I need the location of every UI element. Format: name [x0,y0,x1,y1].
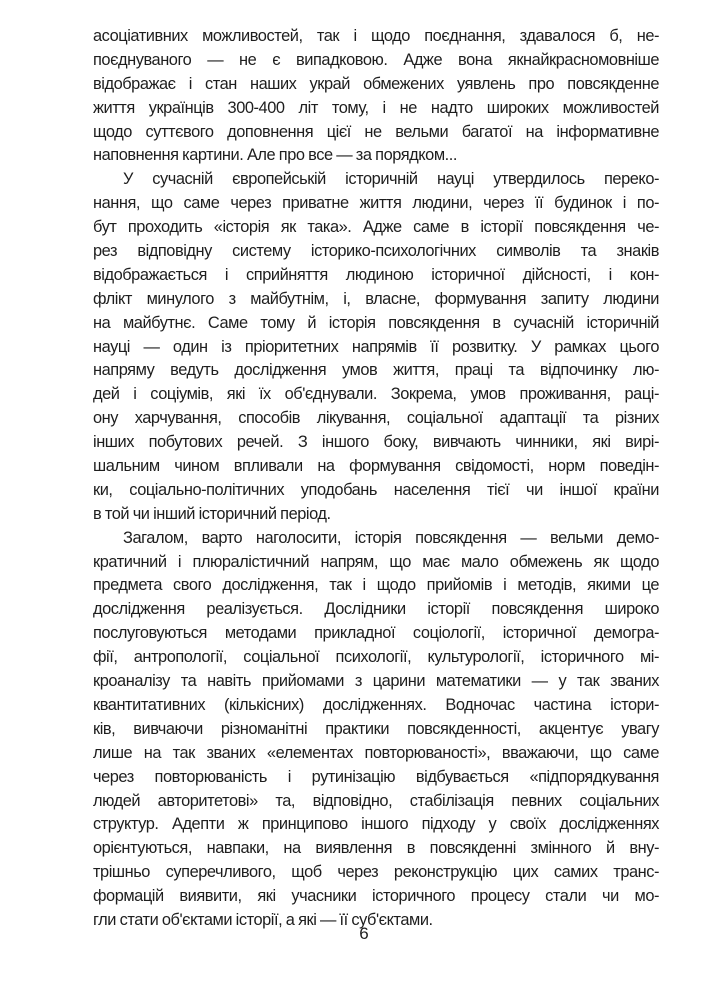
text-line: нання, що саме через приватне життя людини, через її будинок і по- [93,194,659,213]
text-line: лише на так званих «елементах повторюваності», вважаючи, що саме [93,743,659,762]
text-line: людей авторитетові» та, відповідно, стабілізація певних соціальних [93,791,659,810]
text-line: напряму ведуть дослідження умов життя, праці та відпочинку лю- [93,361,659,380]
text-line: квантитативних (кількісних) дослідженнях. Водночас частина істори- [93,695,659,714]
text-line: в той чи інший історичний період. [93,504,331,523]
text-line: науці — один із пріоритетних напрямів її розвитку. У рамках цього [93,337,659,356]
text-line: структур. Адепти ж принципово іншого підходу у своїх дослідженнях [93,815,659,834]
text-line: через повторюваність і рутинізацію відбувається «підпорядкування [93,767,659,786]
text-line: рез відповідну систему історико-психологічних символів та знаків [93,242,659,261]
text-block [93,25,659,933]
text-line: ону харчування, способів лікування, соціальної адаптації та різних [93,409,659,428]
text-line: життя українців 300-400 літ тому, і не надто широких можливостей [93,98,659,117]
text-line: трішньо суперечливого, щоб через реконструкцію цих самих транс- [93,863,659,882]
page-body [93,25,659,933]
paragraph [93,25,659,168]
text-line: Загалом, варто наголосити, історія повсякдення — вельми демо- [123,528,659,547]
text-line: поєднуваного — не є випадковою. Адже вона якнайкрасномовніше [93,50,659,69]
paragraph [93,527,659,933]
text-line: гли стати об'єктами історії, а які — її суб'єктами. [93,910,433,929]
text-line: шальним чином впливали на формування свідомості, норм поведін- [93,457,659,476]
text-line: бут проходить «історія як така». Адже саме в історії повсякдення че- [93,218,659,237]
text-line: відображається і сприйняття людиною історичної дійсності, і кон- [93,265,659,284]
text-line: асоціативних можливостей, так і щодо поєднання, здавалося б, не- [93,27,659,45]
text-line: фії, антропології, соціальної психології, культурології, історичного мі- [93,648,659,667]
text-line: кроаналізу та навіть прийомами з царини математики — у так званих [93,672,659,691]
text-line: предмета свого дослідження, так і щодо прийомів і методів, якими це [93,576,659,595]
paragraph [93,168,659,526]
text-line: щодо суттєвого доповнення цієї не вельми багатої на інформативне [93,122,659,141]
page-number: 6 [359,924,369,943]
text-line: наповнення картини. Але про все — за порядком... [93,146,457,165]
text-line: на майбутнє. Саме тому й історія повсякдення в сучасній історичній [93,313,659,332]
text-line: флікт минулого з майбутнім, і, власне, формування запиту людини [93,289,659,308]
text-line: відображає і стан наших украй обмежених уявлень про повсякденне [93,74,659,93]
text-line: ків, вивчаючи різноманітні практики повсякденності, акцентує увагу [93,719,659,738]
text-line: інших побутових речей. З іншого боку, вивчають чинники, які вирі- [93,433,659,452]
text-line: ки, соціально-політичних уподобань населення тієї чи іншої країни [93,480,659,499]
text-line: послуговуються методами прикладної соціології, історичної демогра- [93,624,659,643]
text-line: дослідження реалізується. Дослідники історії повсякдення широко [93,600,659,619]
text-line: кратичний і плюралістичний напрям, що має мало обмежень як щодо [93,552,659,571]
text-line: У сучасній європейській історичній науці утвердилось переко- [123,170,659,189]
text-line: орієнтуються, навпаки, на виявлення в повсякденні змінного й вну- [93,839,659,858]
text-line: дей і соціумів, які їх об'єднували. Зокрема, умов проживання, раці- [93,385,659,404]
text-line: формацій виявити, які учасники історичного процесу стали чи мо- [93,887,659,906]
